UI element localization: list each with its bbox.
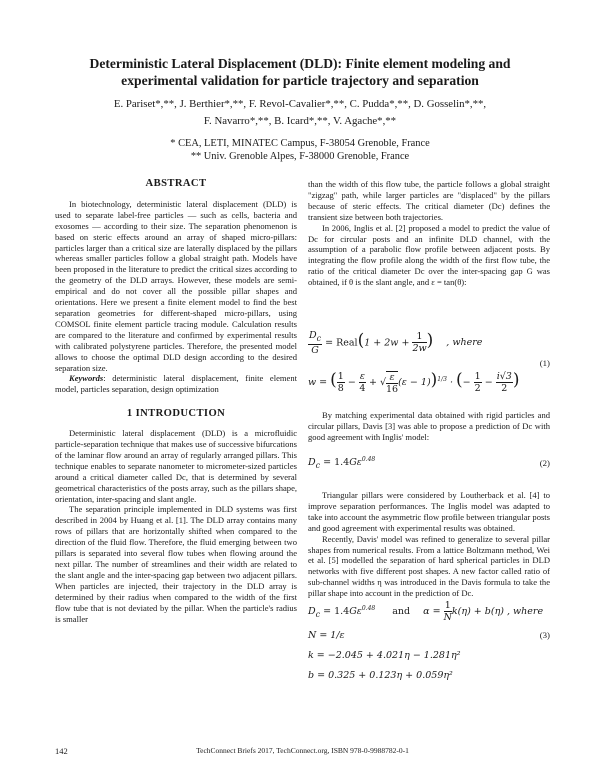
affiliation-1: * CEA, LETI, MINATEC Campus, F-38054 Grenoble, France [170, 138, 430, 149]
affiliations [60, 137, 540, 163]
right-paragraph-1: than the width of this flow tube, the particle follows a global straight "zigzag" path, while larger particles are "displaced" by the pillars because of steric effects. The critical diameter (Dc) defines the transient size between both trajectories. [308, 179, 550, 222]
eq1-line-2: w = ( $\frac{1}{8}$ − $\frac{\varepsilon}{4}$ + √ $\frac{\varepsilon}{16}$ (ε − 1))$^{1/3}$ · (− $\frac{1}{2}$ − $\frac{i√3}{2}$ ) [308, 370, 520, 395]
eq3-line-2: N = 1/ε [308, 630, 345, 641]
right-paragraph-3: By matching experimental data obtained with rigid particles and circular pillars, Davis [3] was able to propose a prediction of Dc with good agreement with Inglis' model: [308, 410, 550, 442]
intro-paragraph-1: Deterministic lateral displacement (DLD) is a microfluidic particle-separation technique that makes use of successive bifurcations of the laminar flow around an array of regularly arranged pillars. This technique enables to separate nanometer to micrometer-sized particles around a critical diameter called Dc, that is determined by several geometrical characteristics of the posts array, such as the pillars shape, orientation, inter-spacing and slant angle. [55, 428, 297, 504]
keywords-label: Keywords [69, 373, 104, 384]
author-line-1: E. Pariset*,**, J. Berthier*,**, F. Revol-Cavalier*,**, C. Pudda*,**, D. Gosselin*,**, [113, 98, 487, 110]
right-text-block-2 [308, 410, 550, 443]
right-text-block-1 [308, 179, 550, 288]
eq1-line-1: $\frac{D_c}{G}$ = Real(1 + 2w + $\frac{1}{2w}$ ) , where [309, 330, 483, 356]
equation-3 [308, 598, 550, 708]
equation-1 [308, 326, 550, 406]
eq3-number: (3) [539, 630, 550, 640]
abstract-paragraph: In biotechnology, deterministic lateral displacement (DLD) is used to separate label-free particles — such as cells, bacteria and exosomes — according to their size. The separation phenomenon is based on steric effects around an array of shaped micro-pillars: particles larger than a critical size are laterally displaced by the pillars whereas smaller particles follow a global straight path. Models have been proposed in the literature to predict the critical sizes according to the geometry of the DLD arrays. However, these models are semi-empirical and do not cover all the possible pillar shapes and orientations. Here we present a finite element model to find the best separation geometries for different-shaped micro-pillars, using COMSOL finite element particle tracing module. Calculation results are compared to the literature and confirmed by experimental results with calibrated polystyrene particles. Therefore, the presented model allows to choose the optimal DLD design according to the desired separation size. [55, 198, 297, 373]
eq3-and: and [392, 606, 411, 617]
eq3-where: , where [507, 606, 544, 617]
right-paragraph-2: In 2006, Inglis et al. [2] proposed a model to predict the value of Dc for circular posts and an infinite DLD channel, with the assumption of a parabolic flow profile between adjacent posts. By integrating the flow profile along the width of the first flow tube, the ratio of the critical diameter Dc over the inter-spacing gap G was obtained, if θ is the slant angle, and ε = tan(θ): [308, 222, 550, 288]
eq3-line-3: k = −2.045 + 4.021η − 1.281η² [308, 650, 461, 661]
equation-2: $D_c = 1.4G\varepsilon^{0.48}$ (2) [308, 456, 550, 471]
author-line-2: F. Navarro*,**, B. Icard*,**, V. Agache*,** [203, 115, 397, 127]
footer-citation: TechConnect Briefs 2017, TechConnect.org, ISBN 978-0-9988782-0-1 [196, 746, 409, 755]
left-column [55, 176, 297, 624]
eq3-line-1: $D_c = 1.4G\varepsilon^{0.48}$ and α = $\frac{1}{N}$ k(η) + b(η) , where [308, 600, 544, 623]
eq1-where: , where [446, 337, 483, 349]
eq2-number: (2) [539, 458, 550, 468]
intro-paragraph-2: The separation principle implemented in DLD systems was first described in 2004 by Huang et al. [1]. The DLD array contains many rows of pillars that are horizontally shifted when compared to the direction of the fluid flow. Therefore, the fluid emerging between two pillars is separated into several flow tubes when flowing around the next pillar. The number of streamlines and their width are related to the slant angle and the inter-spacing gap between two adjacent pillars. When particles are injected, their trajectory in the DLD array is determined by their radius when compared to the width of the first flow tube that is not deviated by the pillar. When the particle's radius is smaller [55, 504, 297, 624]
paper-title: Deterministic Lateral Displacement (DLD): Finite element modeling and experimental validation for particle trajectory and separation [89, 56, 511, 88]
affiliation-2: ** Univ. Grenoble Alpes, F-38000 Grenoble, France [190, 151, 410, 162]
keywords-text: : deterministic lateral displacement, finite element model, particles separation, design optimization [55, 373, 297, 395]
introduction-heading: 1 INTRODUCTION [126, 408, 226, 420]
right-text-block-3 [308, 490, 550, 599]
right-paragraph-5: Recently, Davis' model was refined to generalize to several pillar shapes from numerical results. From a lattice Boltzmann method, Wei et al. [5] modelled the separation of hard spherical particles in DLD networks with five different post shapes. A new factor called ratio of sub-channel widths η was introduced in the Davis formula to take the pillar shape into account in the prediction of Dc. [308, 533, 550, 599]
keywords [55, 373, 297, 395]
eq3-line-4: b = 0.325 + 0.123η + 0.059η² [308, 670, 453, 681]
right-paragraph-4: Triangular pillars were considered by Loutherback et al. [4] to improve separation performances. The Inglis model was adapted to take into account the asymmetric flow profile between triangular posts and good agreement with experimental results was obtained. [308, 490, 550, 533]
page-number: 142 [55, 746, 68, 756]
eq1-number: (1) [539, 358, 550, 368]
abstract-heading: ABSTRACT [145, 178, 207, 189]
author-list [60, 96, 540, 130]
